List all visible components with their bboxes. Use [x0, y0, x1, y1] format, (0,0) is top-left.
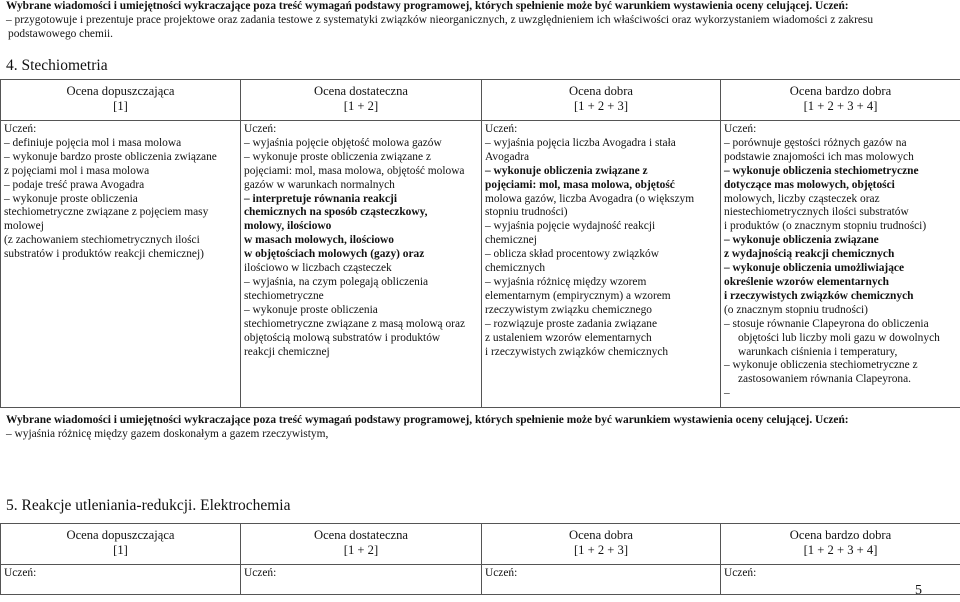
- top-header-title: Wybrane wiadomości i umiejętności wykraczające poza treść wymagań podstawy programowej, których spełnienie może być warunkiem wystawienia oceny celującej. Uczeń:: [6, 0, 849, 12]
- cell-line: molowa gazów, liczba Avogadra (o większym: [485, 192, 695, 205]
- cell-bardzo-dobra: Uczeń:: [721, 565, 960, 595]
- cell-line: (z zachowaniem stechiometrycznych ilości: [4, 234, 200, 247]
- section-5-title: 5. Reakcje utleniania-redukcji. Elektrochemia: [6, 497, 291, 514]
- header-dostateczna: Ocena dostateczna [1 + 2]: [241, 80, 482, 121]
- cell-line: stechiometryczne związane z masą molową oraz: [244, 317, 466, 330]
- cell-line: Uczeń:: [4, 123, 37, 135]
- cell-line: określenie wzorów elementarnych: [724, 275, 889, 288]
- cell-line: – podaje treść prawa Avogadra: [4, 178, 145, 191]
- cell-line: w masach molowych, ilościowo: [244, 234, 394, 247]
- cell-line: pojęciami: mol, masa molowa, objętość: [485, 178, 675, 191]
- cell-line: pojęciami: mol, masa molowa, objętość molowa: [244, 164, 465, 177]
- cell-line: i produktów (o znacznym stopniu trudności): [724, 220, 927, 233]
- mid-header-title: Wybrane wiadomości i umiejętności wykraczające poza treść wymagań podstawy programowej, których spełnienie może być warunkiem wystawienia oceny celującej. Uczeń:: [6, 414, 849, 426]
- cell-line: elementarnym (empirycznym) a wzorem: [485, 289, 671, 302]
- cell-line: – wyjaśnia pojęcie objętość molowa gazów: [244, 136, 442, 149]
- cell-line: – porównuje gęstości różnych gazów na: [724, 136, 907, 149]
- cell-line: – wyjaśnia różnicę między wzorem: [485, 275, 647, 288]
- cell-line: molowy, ilościowo: [244, 220, 332, 233]
- cell-line: –: [724, 387, 730, 400]
- cell-line: i rzeczywistych związków chemicznych: [724, 289, 914, 302]
- cell-line: – wykonuje obliczenia stechiometryczne: [724, 164, 919, 177]
- top-header-bullet-cont: podstawowego chemii.: [8, 27, 114, 40]
- cell-line: – definiuje pojęcia mol i masa molowa: [4, 136, 182, 149]
- cell-dobra: Uczeń:: [482, 565, 721, 595]
- cell-line: – wykonuje proste obliczenia: [244, 303, 378, 316]
- header-bardzo-dobra: Ocena bardzo dobra [1 + 2 + 3 + 4]: [721, 80, 960, 121]
- cell-line: reakcji chemicznej: [244, 345, 330, 358]
- cell-line: – interpretuje równania reakcji: [244, 192, 398, 205]
- cell-line: – wyjaśnia pojęcie wydajność reakcji: [485, 220, 656, 233]
- cell-dostateczna: Uczeń:: [241, 565, 482, 595]
- section-4-table: [0, 79, 960, 408]
- cell-line: – rozwiązuje proste zadania związane: [485, 317, 658, 330]
- cell-line: – stosuje równanie Clapeyrona do obliczenia: [724, 317, 929, 330]
- header-dobra: Ocena dobra [1 + 2 + 3]: [482, 524, 721, 565]
- cell-line: stechiometryczne: [244, 289, 324, 302]
- cell-line: – wyjaśnia, na czym polegają obliczenia: [244, 275, 429, 288]
- cell-line: niestechiometrycznych ilości substratów: [724, 206, 909, 219]
- cell-line: podstawie znajomości ich mas molowych: [724, 150, 914, 163]
- cell-line: z pojęciami mol i masa molowa: [4, 164, 150, 177]
- header-dopuszczajaca: Ocena dopuszczająca [1]: [1, 80, 241, 121]
- cell-line: rzeczywistym związku chemicznego: [485, 303, 652, 316]
- cell-line: objętości lub liczby moli gazu w dowolnych: [738, 331, 940, 344]
- cell-line: – wykonuje obliczenia związane: [724, 234, 879, 247]
- cell-line: – wykonuje bardzo proste obliczenia związane: [4, 150, 217, 163]
- header-dobra: Ocena dobra [1 + 2 + 3]: [482, 80, 721, 121]
- cell-line: z ustaleniem wzorów elementarnych: [485, 331, 652, 344]
- cell-line: Uczeń:: [485, 123, 518, 135]
- cell-dobra: [482, 121, 721, 408]
- cell-line: Avogadra: [485, 150, 530, 163]
- cell-dopuszczajaca: [1, 121, 241, 408]
- header-bardzo-dobra: Ocena bardzo dobra [1 + 2 + 3 + 4]: [721, 524, 960, 565]
- cell-line: objętością molową substratów i produktów: [244, 331, 441, 344]
- cell-line: stopniu trudności): [485, 206, 568, 219]
- cell-line: zastosowaniem równania Clapeyrona.: [738, 373, 912, 386]
- section-4-title: 4. Stechiometria: [6, 57, 108, 74]
- cell-line: stechiometryczne związane z pojęciem masy: [4, 206, 209, 219]
- cell-line: – wykonuje obliczenia umożliwiające: [724, 262, 905, 275]
- cell-line: substratów i produktów reakcji chemicznej): [4, 248, 204, 261]
- cell-line: molowych, liczby cząsteczek oraz: [724, 192, 880, 205]
- cell-line: Uczeń:: [724, 123, 757, 135]
- top-header-bullet: – przygotowuje i prezentuje prace projektowe oraz zadania testowe z systematyki związków nieorganicznych, z uwzględnieniem ich właściwości oraz wykorzystaniem wiadomości z zakresu: [6, 13, 874, 26]
- cell-dopuszczajaca: Uczeń:: [1, 565, 241, 595]
- top-header: [6, 0, 954, 42]
- cell-line: warunkach ciśnienia i temperatury,: [738, 345, 898, 358]
- header-dostateczna: Ocena dostateczna [1 + 2]: [241, 524, 482, 565]
- cell-line: z wydajnością reakcji chemicznych: [724, 248, 895, 261]
- mid-header-bullet: – wyjaśnia różnicę między gazem doskonałym a gazem rzeczywistym,: [6, 427, 329, 440]
- cell-line: – wykonuje proste obliczenia: [4, 192, 138, 205]
- section-5-table: [0, 523, 960, 595]
- cell-line: dotyczące mas molowych, objętości: [724, 178, 895, 191]
- page-number: 5: [915, 583, 922, 598]
- header-dopuszczajaca: Ocena dopuszczająca [1]: [1, 524, 241, 565]
- cell-line: Uczeń:: [244, 123, 277, 135]
- cell-line: ilościowo w liczbach cząsteczek: [244, 262, 392, 275]
- cell-bardzo-dobra: [721, 121, 960, 408]
- cell-line: w objętościach molowych (gazy) oraz: [244, 248, 425, 261]
- cell-line: – wykonuje obliczenia związane z: [485, 164, 648, 177]
- mid-header: [6, 414, 954, 442]
- cell-line: – wykonuje proste obliczenia związane z: [244, 150, 431, 163]
- cell-dostateczna: [241, 121, 482, 408]
- cell-line: – oblicza skład procentowy związków: [485, 248, 659, 261]
- cell-line: chemicznych: [485, 262, 546, 275]
- cell-line: chemicznych na sposób cząsteczkowy,: [244, 206, 428, 219]
- cell-line: molowej: [4, 220, 44, 233]
- cell-line: i rzeczywistych związków chemicznych: [485, 345, 669, 358]
- cell-line: (o znacznym stopniu trudności): [724, 303, 868, 316]
- cell-line: gazów w warunkach normalnych: [244, 178, 395, 191]
- cell-line: chemicznej: [485, 234, 537, 247]
- cell-line: – wyjaśnia pojęcia liczba Avogadra i stała: [485, 136, 676, 149]
- cell-line: – wykonuje obliczenia stechiometryczne z: [724, 359, 918, 372]
